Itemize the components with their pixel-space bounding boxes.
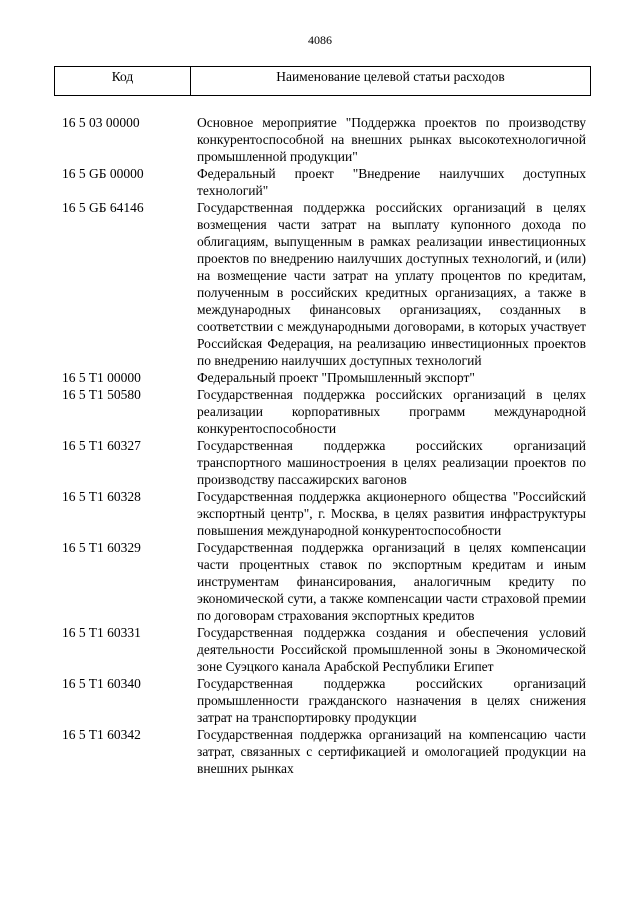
row-code: 16 5 03 00000 (62, 115, 140, 130)
row-code: 16 5 T1 60331 (62, 625, 141, 640)
row-code: 16 5 T1 60340 (62, 676, 141, 691)
row-description: Государственная поддержка организаций в целях компенсации части процентных ставок по экспортным кредитам и иным инструментам финансирования, аналогичным кредиту по экономической сути, а также компенсации части страховой премии по договорам страхования экспортных кредитов (197, 540, 586, 623)
row-code: 16 5 GБ 64146 (62, 200, 144, 215)
table-row (0, 199, 640, 369)
table-row (0, 624, 640, 675)
table-body (0, 114, 640, 777)
row-code: 16 5 T1 60327 (62, 438, 141, 453)
page-number: 4086 (308, 33, 332, 47)
table-row (0, 726, 640, 777)
row-description: Основное мероприятие "Поддержка проектов по производству конкурентоспособной на внешних рынках высокотехнологичной промышленной продукции" (197, 115, 586, 164)
table-row (0, 165, 640, 199)
row-code: 16 5 T1 60328 (62, 489, 141, 504)
row-description: Государственная поддержка российских организаций транспортного машиностроения в целях реализации проектов по производству пассажирских вагонов (197, 438, 586, 487)
table-row (0, 488, 640, 539)
row-description: Государственная поддержка организаций на компенсацию части затрат, связанных с сертификацией и омологацией продукции на внешних рынках (197, 727, 586, 776)
table-row (0, 114, 640, 165)
table-row (0, 675, 640, 726)
table-row (0, 437, 640, 488)
table-row (0, 386, 640, 437)
row-code: 16 5 T1 60329 (62, 540, 141, 555)
row-code: 16 5 T1 50580 (62, 387, 141, 402)
row-description: Федеральный проект "Внедрение наилучших доступных технологий" (197, 166, 586, 198)
header-name: Наименование целевой статьи расходов (276, 69, 505, 84)
table-row (0, 369, 640, 386)
row-description: Государственная поддержка создания и обеспечения условий деятельности Российской промышленной зоны в Экономической зоне Суэцкого канала Арабской Республики Египет (197, 625, 586, 674)
row-description: Государственная поддержка российских организаций промышленности гражданского назначения в целях снижения затрат на транспортировку продукции (197, 676, 586, 725)
header-code: Код (55, 67, 191, 95)
row-code: 16 5 T1 00000 (62, 370, 141, 385)
row-description: Государственная поддержка акционерного общества "Российский экспортный центр", г. Москва, в целях развития инфраструктуры повышения международной конкурентоспособности (197, 489, 586, 538)
row-description: Государственная поддержка российских организаций в целях возмещения части затрат на выплату купонного дохода по облигациям, выпущенным в рамках реализации инвестиционных проектов по внедрению наилучших доступных технологий, и (или) на возмещение части затрат на уплату процентов по кредитам, полученным в российских кредитных организациях, а также в международных финансовых организациях, созданных в соответствии с международными договорами, в которых участвует Российская Федерация, на реализацию инвестиционных проектов по внедрению наилучших доступных технологий (197, 200, 586, 368)
row-code: 16 5 GБ 00000 (62, 166, 144, 181)
row-description: Федеральный проект "Промышленный экспорт" (197, 370, 475, 385)
row-code: 16 5 T1 60342 (62, 727, 141, 742)
row-description: Государственная поддержка российских организаций в целях реализации корпоративных программ международной конкурентоспособности (197, 387, 586, 436)
table-row (0, 539, 640, 624)
table-header (54, 66, 591, 96)
